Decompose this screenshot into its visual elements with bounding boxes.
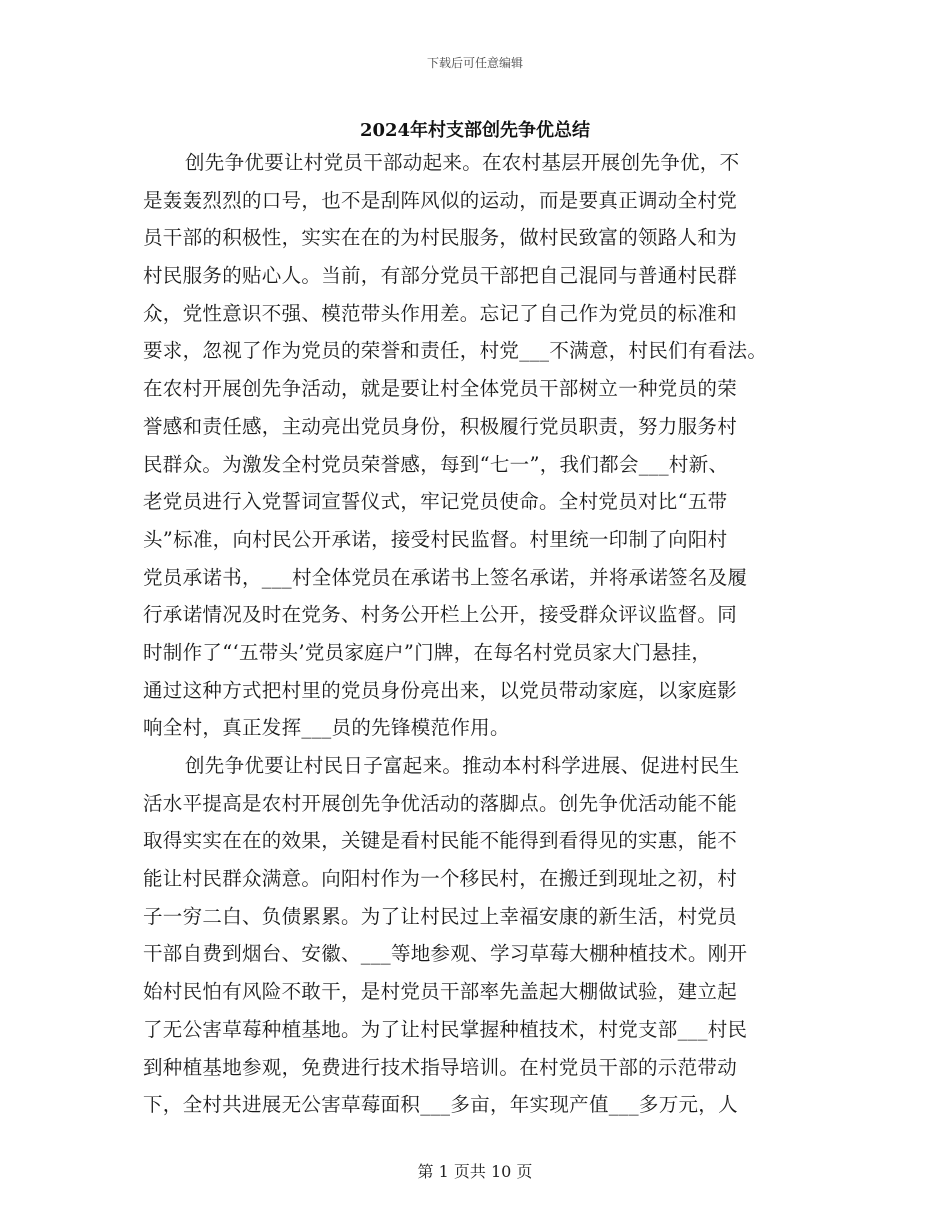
body-text-line: 员干部的积极性，实实在在的为村民服务，做村民致富的领路人和为 bbox=[143, 226, 738, 250]
body-text-line: 下，全村共进展无公害草莓面积___多亩，年实现产值___多万元，人 bbox=[143, 1093, 738, 1117]
body-text-line: 要求，忽视了作为党员的荣誉和责任，村党___不满意，村民们有看法。 bbox=[143, 339, 768, 363]
body-text-line: 活水平提高是农村开展创先争优活动的落脚点。创先争优活动能不能 bbox=[143, 791, 738, 815]
body-text-line: 是轰轰烈烈的口号，也不是刮阵风似的运动，而是要真正调动全村党 bbox=[143, 188, 738, 212]
body-text-line: 干部自费到烟台、安徽、___等地参观、学习草莓大棚种植技术。刚开 bbox=[143, 942, 748, 966]
body-text-line: 誉感和责任感，主动亮出党员身份，积极履行党员职责，努力服务村 bbox=[143, 414, 738, 438]
body-text-line: 取得实实在在的效果，关键是看村民能不能得到看得见的实惠，能不 bbox=[143, 829, 738, 853]
page-number-footer: 第 1 页共 10 页 bbox=[417, 1162, 533, 1181]
document-title: 2024年村支部创先争优总结 bbox=[359, 120, 591, 141]
body-text-line: 子一穷二白、负债累累。为了让村民过上幸福安康的新生活，村党员 bbox=[143, 904, 738, 928]
body-text-line: 在农村开展创先争活动，就是要让村全体党员干部树立一种党员的荣 bbox=[143, 377, 738, 401]
body-text-line: 头”标准，向村民公开承诺，接受村民监督。村里统一印制了向阳村 bbox=[143, 527, 728, 551]
body-text-line: 了无公害草莓种植基地。为了让村民掌握种植技术，村党支部___村民 bbox=[143, 1017, 748, 1041]
body-text-line: 老党员进行入党誓词宣誓仪式，牢记党员使命。全村党员对比“五带 bbox=[143, 490, 728, 514]
body-text-line: 响全村，真正发挥___员的先锋模范作用。 bbox=[143, 716, 510, 740]
body-text-line: 始村民怕有风险不敢干，是村党员干部率先盖起大棚做试验，建立起 bbox=[143, 980, 738, 1004]
body-text-line: 到种植基地参观，免费进行技术指导培训。在村党员干部的示范带动 bbox=[143, 1055, 738, 1079]
body-text-line: 民群众。为激发全村党员荣誉感，每到“七一”，我们都会___村新、 bbox=[143, 452, 729, 476]
document-body bbox=[143, 144, 823, 1124]
body-text-line: 通过这种方式把村里的党员身份亮出来，以党员带动家庭，以家庭影 bbox=[143, 678, 738, 702]
body-text-line: 创先争优要让村党员干部动起来。在农村基层开展创先争优，不 bbox=[185, 151, 740, 174]
body-text-line: 能让村民群众满意。向阳村作为一个移民村，在搬迁到现址之初，村 bbox=[143, 867, 738, 891]
body-text-line: 行承诺情况及时在党务、村务公开栏上公开，接受群众评议监督。同 bbox=[143, 603, 738, 627]
body-text-line: 创先争优要让村民日子富起来。推动本村科学进展、促进村民生 bbox=[185, 754, 740, 777]
body-text-line: 时制作了“‘五带头’党员家庭户”门牌，在每名村党员家大门悬挂， bbox=[143, 640, 712, 664]
page-header-note: 下载后可任意编辑 bbox=[426, 56, 523, 70]
body-text-line: 村民服务的贴心人。当前，有部分党员干部把自己混同与普通村民群 bbox=[143, 264, 738, 288]
body-text-line: 众，党性意识不强、模范带头作用差。忘记了自己作为党员的标准和 bbox=[143, 301, 738, 325]
body-text-line: 党员承诺书，___村全体党员在承诺书上签名承诺，并将承诺签名及履 bbox=[143, 565, 748, 589]
